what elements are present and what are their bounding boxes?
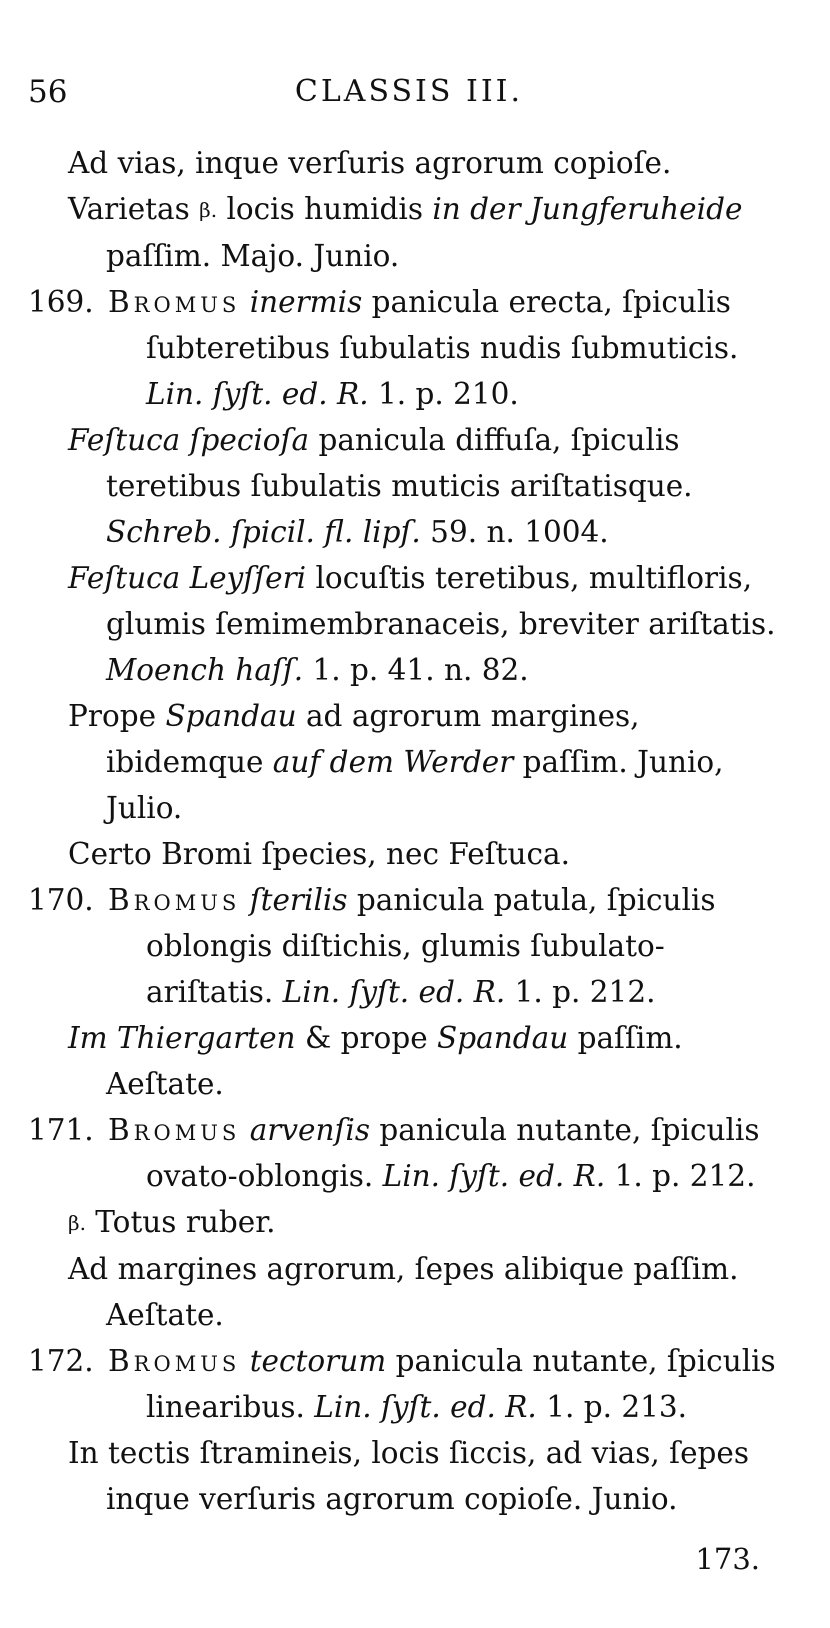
beta-mark: β. xyxy=(199,198,218,222)
header-title: CLASSIS III. xyxy=(294,74,524,109)
synonym-ref: 59. n. 1004. xyxy=(420,515,609,549)
reference-text: 1. p. 213. xyxy=(536,1390,688,1424)
habitat-text: Ad vias, inque verſuris agrorum copioſe. xyxy=(68,146,672,180)
entry-172 xyxy=(28,1338,788,1430)
beta-mark: β. xyxy=(68,1211,86,1235)
variety-171 xyxy=(68,1199,788,1246)
habitat-170 xyxy=(68,1015,788,1107)
habitat-text: Ad margines agrorum, ſepes alibique paſſim. Aeſtate. xyxy=(68,1252,739,1332)
page-number: 56 xyxy=(28,74,68,110)
species-name: tectorum xyxy=(249,1344,387,1378)
locality-italic: in der Jungferuheide xyxy=(432,192,743,226)
reference-text: 1. p. 210. xyxy=(368,377,519,411)
variety-label: Varietas xyxy=(68,192,200,226)
synonym-ref-italic: Schreb. ſpicil. fl. lipſ. xyxy=(106,515,421,549)
synonym-name: Feſtuca ſpecioſa xyxy=(68,423,310,457)
entry-number: 169. xyxy=(28,285,94,319)
entry-number: 170. xyxy=(28,883,94,917)
entry-number: 171. xyxy=(28,1113,94,1147)
synonym-1 xyxy=(68,417,788,555)
synonym-ref-italic: Moench haſſ. xyxy=(106,653,304,687)
habitat-season: paſſim. Junio, Julio. xyxy=(106,745,724,825)
diagnosis-text: panicula erecta, ſpiculis ſubteretibus ſubulatis nudis ſubmuticis. xyxy=(146,285,739,365)
body-text xyxy=(28,140,788,1522)
diagnosis-text: panicula nutante, ſpiculis linearibus. xyxy=(146,1344,776,1424)
habitat-season: paſſim. Aeſtate. xyxy=(106,1021,683,1101)
reference-italic: Lin. ſyſt. ed. R. xyxy=(314,1390,537,1424)
variety-text: locis humidis xyxy=(217,192,433,226)
habitat-text: ad agrorum margines, ibidemque xyxy=(106,699,640,779)
continuation-habitat xyxy=(68,140,788,186)
note-169 xyxy=(68,831,788,877)
entry-diagnosis xyxy=(108,1338,788,1430)
entry-diagnosis xyxy=(108,1107,788,1199)
entry-171 xyxy=(28,1107,788,1199)
habitat-171 xyxy=(68,1246,788,1338)
reference-italic: Lin. ſyſt. ed. R. xyxy=(146,377,369,411)
catchword: 173. xyxy=(695,1542,760,1576)
place-italic: auf dem Werder xyxy=(272,745,514,779)
habitat-text: Prope xyxy=(68,699,166,733)
reference-text: 1. p. 212. xyxy=(505,975,656,1009)
habitat-text: In tectis ſtramineis, locis ſiccis, ad vias, ſepes inque verſuris agrorum copioſe. Junio. xyxy=(68,1436,750,1516)
synonym-ref: 1. p. 41. n. 82. xyxy=(303,653,529,687)
note-text: Certo Bromi ſpecies, nec Feſtuca. xyxy=(68,837,570,871)
habitat-text: & prope xyxy=(295,1021,438,1055)
species-name: arvenſis xyxy=(249,1113,370,1147)
habitat-172 xyxy=(68,1430,788,1522)
running-head xyxy=(28,74,790,114)
diagnosis-text: panicula nutante, ſpiculis ovato-oblongis. xyxy=(146,1113,760,1193)
reference-italic: Lin. ſyſt. ed. R. xyxy=(282,975,506,1009)
genus-name: Bromus xyxy=(108,285,241,319)
synonym-text: panicula diffuſa, ſpiculis teretibus ſubulatis muticis ariſtatisque. xyxy=(106,423,693,503)
species-name: ſterilis xyxy=(249,883,348,917)
species-name: inermis xyxy=(249,285,363,319)
variety-habitat xyxy=(68,186,788,279)
entry-number: 172. xyxy=(28,1344,94,1378)
entry-169 xyxy=(28,279,788,417)
synonym-text: locuſtis teretibus, multifloris, glumis ſemimembranaceis, breviter ariſtatis. xyxy=(106,561,776,641)
entry-170 xyxy=(28,877,788,1015)
entry-diagnosis xyxy=(108,877,788,1015)
reference-italic: Lin. ſyſt. ed. R. xyxy=(382,1159,606,1193)
genus-name: Bromus xyxy=(108,883,241,917)
variety-text: Totus ruber. xyxy=(85,1205,276,1239)
place-italic: Spandau xyxy=(165,699,297,733)
diagnosis-text: panicula patula, ſpiculis oblongis diſtichis, glumis ſubulato-ariſtatis. xyxy=(146,883,716,1009)
variety-season: paſſim. Majo. Junio. xyxy=(106,239,400,273)
place-italic: Im Thiergarten xyxy=(68,1021,296,1055)
entry-diagnosis xyxy=(108,279,788,417)
habitat-169 xyxy=(68,693,788,831)
synonym-name: Feſtuca Leyſſeri xyxy=(68,561,307,595)
genus-name: Bromus xyxy=(108,1113,241,1147)
genus-name: Bromus xyxy=(108,1344,241,1378)
reference-text: 1. p. 212. xyxy=(605,1159,756,1193)
synonym-2 xyxy=(68,555,788,693)
place-italic: Spandau xyxy=(437,1021,569,1055)
